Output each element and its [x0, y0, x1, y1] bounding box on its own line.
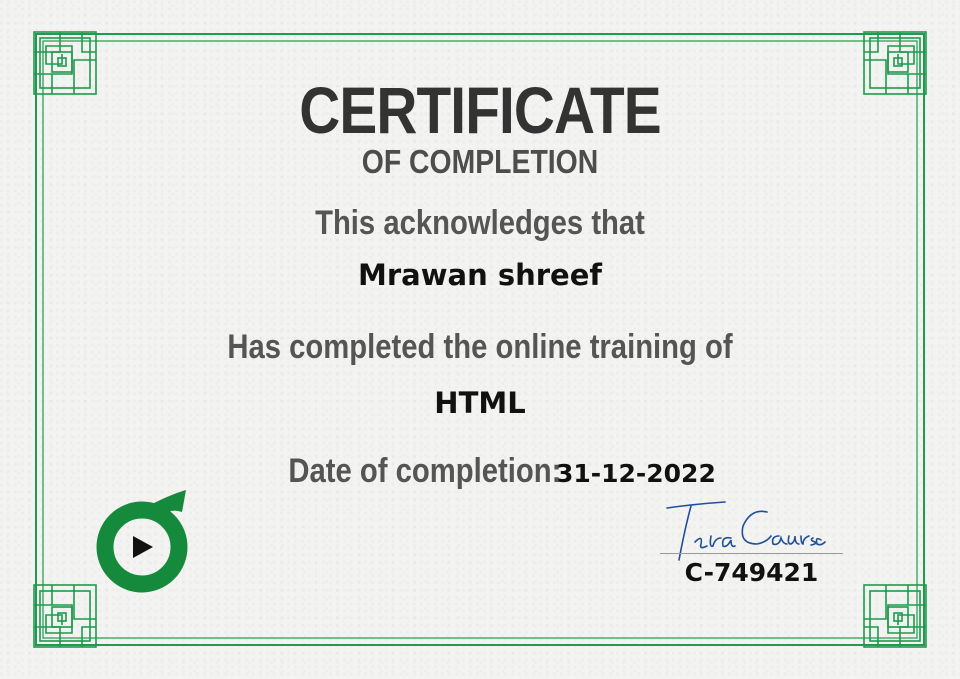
certificate-subtitle: OF COMPLETION [361, 143, 599, 180]
signature-line [660, 553, 843, 554]
completion-statement: Has completed the online training of [227, 328, 733, 366]
signature-text: TeraCourses [655, 485, 746, 502]
certificate-title: CERTIFICATE [299, 73, 661, 147]
recipient-name: Mrawan shreef [358, 258, 602, 292]
acknowledgement-text: This acknowledges that [315, 204, 645, 242]
date-value: 31-12-2022 [555, 459, 716, 488]
date-label: Date of completion: [288, 452, 562, 490]
completion-date-row [0, 452, 960, 491]
certificate-id: C-749421 [684, 558, 819, 587]
course-name: HTML [434, 386, 526, 420]
play-circle-logo-icon [94, 490, 194, 596]
